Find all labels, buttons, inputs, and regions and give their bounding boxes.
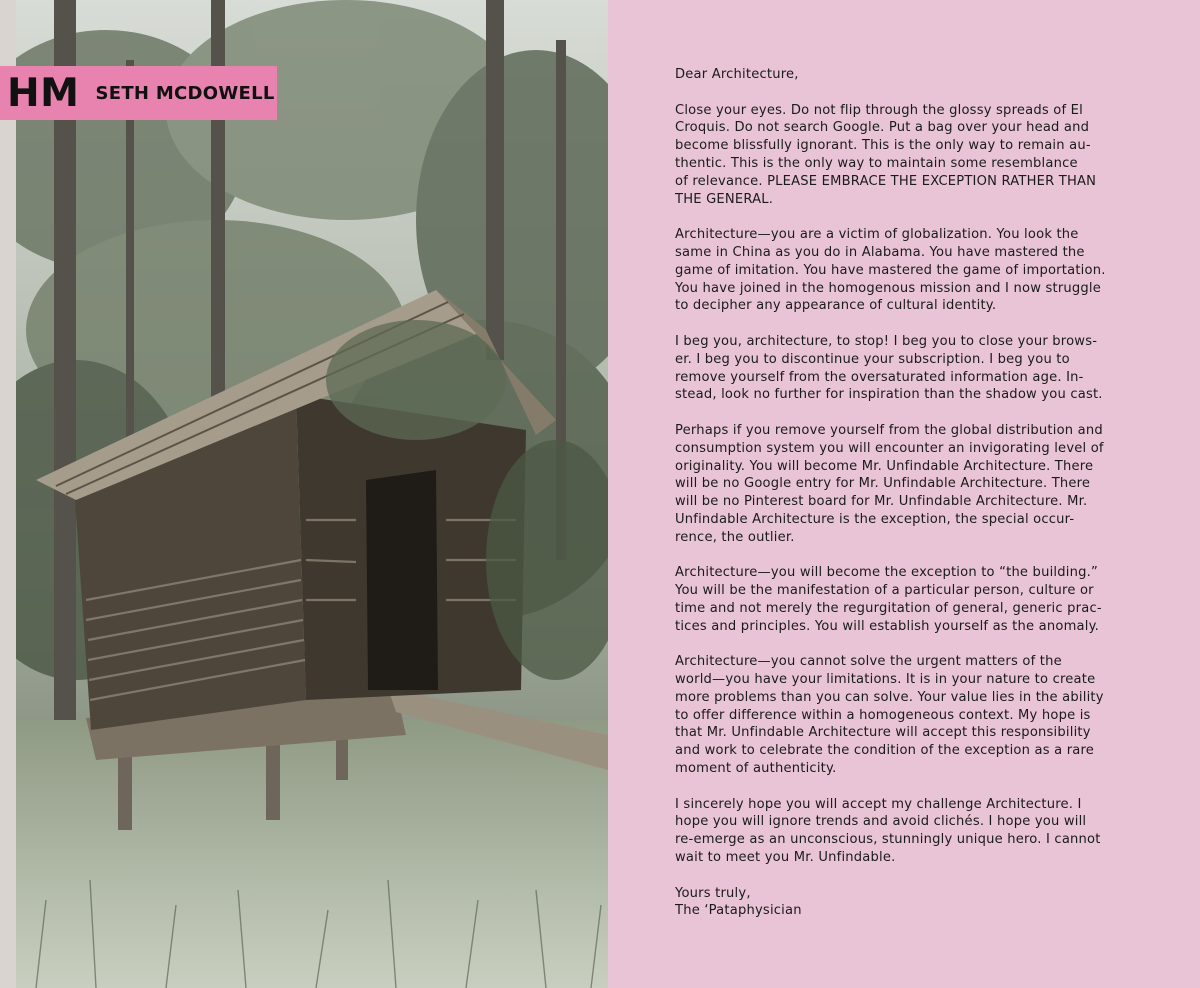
header-band bbox=[0, 66, 277, 120]
closing: Yours truly, bbox=[675, 885, 751, 901]
paragraph-3: I beg you, architecture, to stop! I beg you to close your brows- er. I beg you to discontinue your subscription. I beg you to remove yourself from the oversaturated information age. In- stead, look no further for inspiration than the shadow you cast. bbox=[675, 333, 1103, 403]
magazine-initials: HM bbox=[7, 70, 80, 116]
paragraph-5: Architecture—you will become the exception to “the building.” You will be the manifestation of a particular person, culture or time and not merely the regurgitation of general, generic prac- tices and principles. You will establish yourself as the anomaly. bbox=[675, 565, 1102, 634]
paragraph-1: Close your eyes. Do not flip through the glossy spreads of El Croquis. Do not search Google. Put a bag over your head and become blissfully ignorant. This is the only way to remain au- thentic. This is the only way to maintain some resemblance of relevance. PLEASE EMBRACE THE EXCEPTION RATHER THAN THE GENERAL. bbox=[675, 102, 1097, 207]
letter-body bbox=[675, 66, 1150, 938]
author-name: SETH MCDOWELL bbox=[95, 82, 275, 104]
paragraph-7: I sincerely hope you will accept my challenge Architecture. I hope you will ignore trends and avoid clichés. I hope you will re-emerge as an unconscious, stunningly unique hero. I cannot wait to meet you Mr. Unfindable. bbox=[675, 796, 1101, 866]
shack-photo bbox=[16, 0, 608, 988]
page-spine bbox=[0, 0, 16, 988]
paragraph-6: Architecture—you cannot solve the urgent matters of the world—you have your limitations. It is in your nature to create more problems than you can solve. Your value lies in the ability to offer difference within a homogeneous context. My hope is that Mr. Unfindable Architecture will accept this responsibility and work to celebrate the condition of the exception as a rare moment of authenticity. bbox=[675, 654, 1104, 777]
paragraph-2: Architecture—you are a victim of globalization. You look the same in China as you do in Alabama. You have mastered the game of imitation. You have mastered the game of importation. You have joined in the homogenous mission and I now struggle to decipher any appearance of cultural identity. bbox=[675, 227, 1106, 314]
paragraph-4: Perhaps if you remove yourself from the global distribution and consumption system you will encounter an invigorating level of originality. You will become Mr. Unfindable Architecture. There will be no Google entry for Mr. Unfindable Architecture. There will be no Pinterest board for Mr. Unfindable Architecture. Mr. Unfindable Architecture is the exception, the special occur- rence, the outlier. bbox=[675, 422, 1104, 545]
salutation: Dear Architecture, bbox=[675, 67, 799, 82]
closing-block bbox=[675, 885, 1150, 921]
signature: The ‘Pataphysician bbox=[675, 903, 802, 919]
